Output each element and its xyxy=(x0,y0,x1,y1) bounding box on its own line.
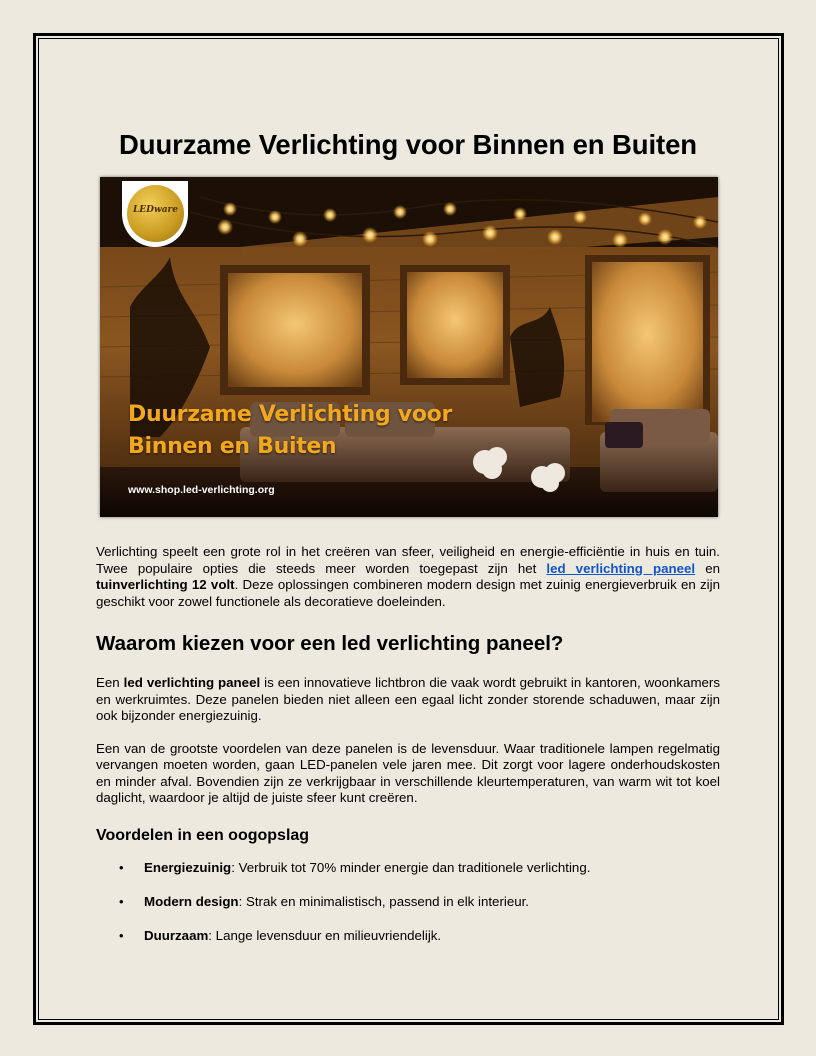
led-paneel-link[interactable]: led verlichting paneel xyxy=(546,560,696,576)
hero-photo-illustration xyxy=(100,177,718,517)
hero-title-line1: Duurzame Verlichting voor xyxy=(128,402,453,427)
intro-bold-term: tuinverlichting 12 volt xyxy=(96,577,235,592)
document-body xyxy=(96,125,720,962)
list-item xyxy=(96,860,720,876)
intro-text-3: . Deze oplossingen combineren modern design met zuinig energieverbruik en zijn geschikt voor zowel functionele als decoratieve doeleinden. xyxy=(96,577,720,609)
p1-text-post: is een innovatieve lichtbron die vaak wordt gebruikt in kantoren, woonkamers en werkruimtes. Deze panelen bieden niet alleen een egaal licht zonder storende schaduwen, maar zijn ook bijzonder energiezuinig. xyxy=(96,675,721,723)
p1-text-pre: Een xyxy=(96,675,124,690)
benefit-text: : Verbruik tot 70% minder energie dan traditionele verlichting. xyxy=(231,859,591,875)
bullet: • xyxy=(119,859,124,875)
list-item xyxy=(96,894,720,910)
intro-text-1: Verlichting speelt een grote rol in het creëren van sfeer, veiligheid en energie-efficiëntie in huis en tuin. Twee populaire opties die steeds meer worden toegepast zijn het xyxy=(96,544,720,576)
hero-url: www.shop.led-verlichting.org xyxy=(128,484,275,496)
benefit-term: Energiezuinig xyxy=(144,859,232,875)
logo-text: LEDware xyxy=(132,205,179,215)
intro-text-2: en xyxy=(695,560,720,576)
bullet: • xyxy=(119,927,124,943)
section1-paragraph-2: Een van de grootste voordelen van deze panelen is de levensduur. Waar traditionele lampen regelmatig vervangen moeten worden, gaan LED-panelen vele jaren mee. Dit zorgt voor lagere onderhoudskosten en minder afval. Bovendien zijn ze verkrijgbaar in verschillende kleurtemperaturen, van warm wit tot koel daglicht, waardoor je altijd de juiste sfeer kunt creëren. xyxy=(96,740,720,805)
brand-logo xyxy=(122,181,188,247)
p1-bold-term: led verlichting paneel xyxy=(123,675,261,690)
hero-title xyxy=(128,399,452,463)
page-title: Duurzame Verlichting voor Binnen en Buiten xyxy=(119,129,697,160)
section-heading-voordelen: Voordelen in een oogopslag xyxy=(96,826,310,844)
bullet: • xyxy=(119,893,124,909)
benefit-term: Duurzaam xyxy=(144,927,209,943)
list-item xyxy=(96,928,720,944)
benefit-text: : Strak en minimalistisch, passend in elk interieur. xyxy=(238,893,530,909)
benefits-list xyxy=(96,860,720,944)
section-heading-led-paneel: Waarom kiezen voor een led verlichting paneel? xyxy=(96,632,564,655)
intro-paragraph xyxy=(96,544,720,610)
benefit-term: Modern design xyxy=(144,893,239,909)
logo-coin xyxy=(127,185,184,242)
section1-paragraph-1 xyxy=(96,675,720,725)
benefit-text: : Lange levensduur en milieuvriendelijk. xyxy=(208,927,442,943)
hero-image xyxy=(100,177,718,517)
hero-title-line2: Binnen en Buiten xyxy=(128,434,337,459)
